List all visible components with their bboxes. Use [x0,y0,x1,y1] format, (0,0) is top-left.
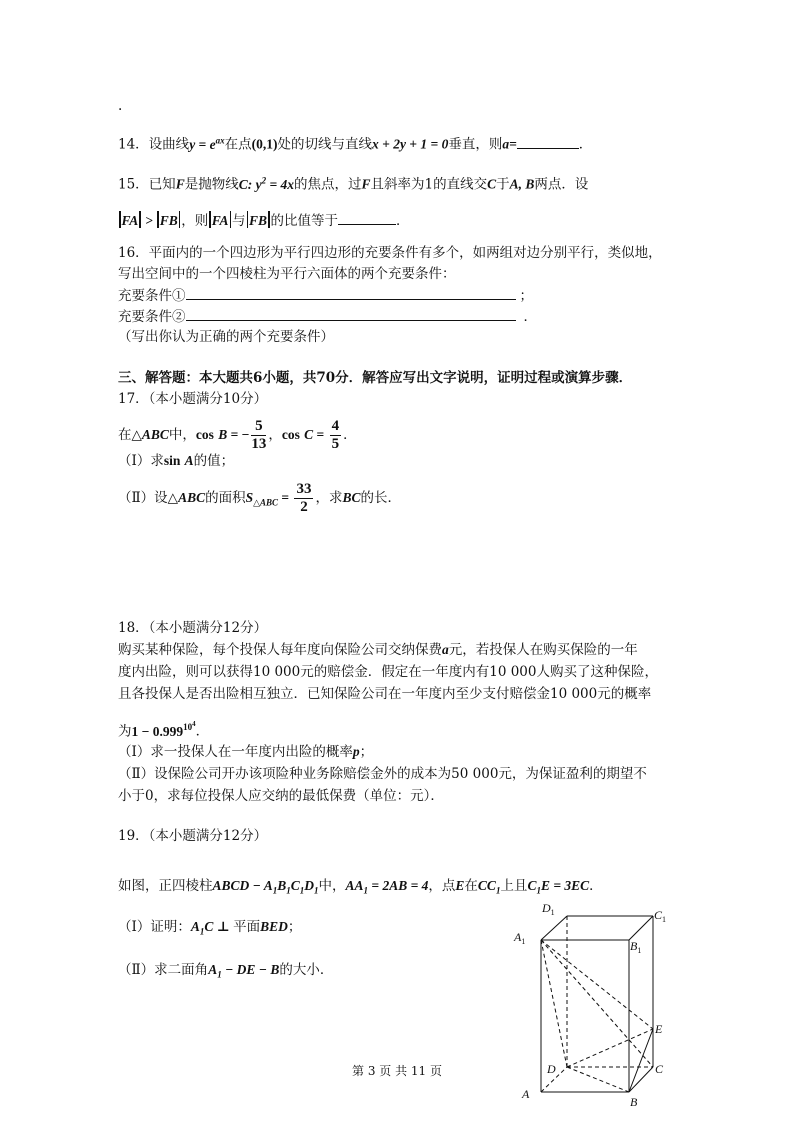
q18-math: $1 - 0.999^{10^4}$ [131,720,196,739]
q15-math: FA [208,213,232,228]
q17-math: cos [281,427,300,442]
q15-math: FA > FB [118,213,181,228]
hidden-edge [541,940,653,1029]
q18-text: （Ⅰ）求一投保人在一年度内出险的概率 [118,744,353,760]
q14-text: 在点 [224,136,252,153]
q19-math: $C_1E = 3EC$ [527,878,590,896]
q17-math: $S_{\triangle ABC}$ [245,490,279,508]
q19-text: 如图，正四棱柱 [118,878,213,894]
q15-number: 15． [118,176,149,193]
question-17-header: 17．（本小题满分10分） [118,391,268,407]
numerator: 33 [296,481,312,497]
q17-text: 的面积 [205,490,246,506]
q18-text: 购买某种保险，每个投保人每年度向保险公司交纳保费 [118,642,442,658]
q17-text: 的长． [360,490,401,506]
question-17-stem [118,418,357,453]
label-a1: $A_1$ [514,930,526,946]
q15-math: C [487,176,497,192]
q15-text: 的焦点，过 [294,176,362,193]
q17-math: cos [195,427,214,442]
edge [629,916,653,940]
label-e: E [655,1022,663,1036]
hidden-edge [541,940,567,1067]
q19-text: ； [287,919,302,935]
q15-text: 于 [496,176,510,193]
q19-text: 平面 [233,919,261,935]
q17-math: BC [342,490,361,505]
label-a: A [522,1087,530,1101]
fraction [251,418,266,453]
q17-text: ． [343,427,357,443]
question-16-cond1 [118,285,533,306]
answer-blank[interactable] [186,306,516,321]
q15-text: ． [396,213,410,229]
q19-math: BED [260,919,288,934]
q19-text: 中， [318,878,346,894]
question-18-part2: （Ⅱ）设保险公司开办该项险种业务除赔偿金外的成本为50 000元，为保证盈利的期望不 [118,766,647,782]
q14-text: ． [578,136,593,153]
question-16-note: （写出你认为正确的两个充要条件） [118,329,334,345]
question-17-part2 [118,481,401,516]
q19-math: $A_1$ − DE − B [208,962,280,980]
q19-math: $CC_1$ [477,878,501,896]
q15-text: 是抛物线 [184,176,239,193]
cond2-end: ． [523,309,537,325]
q18-text: ； [359,744,374,760]
edge [541,916,567,940]
question-15-line2 [118,210,410,231]
question-18-line1 [118,640,638,660]
q14-text: 处的切线与直线 [277,136,372,153]
q14-text: 垂直，则 [448,136,503,153]
cond2-label: 充要条件② [118,309,186,325]
q14-text: 设曲线 [148,136,190,153]
denominator: 5 [331,436,340,452]
q15-math: F [361,176,371,192]
question-18-line3: 且各投保人是否出险相互独立．已知保险公司在一年度内至少支付赔偿金10 000元的概率 [118,686,652,702]
answer-blank[interactable] [186,285,516,300]
q19-math: ABCD − $A_1B_1C_1D_1$ [212,878,319,896]
q19-math: E [455,878,465,893]
q17-math: ABC [141,427,169,442]
q19-text: （Ⅰ）证明： [118,919,191,935]
q17-math: C [304,427,314,442]
label-d1: $D_1$ [542,901,555,917]
question-15 [118,170,588,195]
question-18-line2: 度内出险，则可以获得10 000元的赔偿金．假定在一年度内有10 000人购买了这种保险， [118,664,658,680]
denominator: 2 [300,499,308,515]
q15-math: F [175,176,185,192]
q19-text: ． [589,878,603,894]
q15-text: 且斜率为1的直线交 [370,176,488,193]
question-19-header: 19．（本小题满分12分） [118,828,268,844]
q19-text: 上且 [500,878,528,894]
answer-blank[interactable] [517,134,579,149]
q18-text: 为 [118,723,132,740]
q15-text: 已知 [148,176,176,193]
q17-text: （Ⅰ）求 [118,453,164,469]
q14-math: $y = e^{ax}$ [189,135,225,152]
numerator: 5 [251,418,266,436]
cond1-label: 充要条件① [118,288,186,304]
q17-math: sin [163,453,181,468]
question-18-part1 [118,742,373,762]
q17-text: ，求 [315,490,343,506]
q19-text: （Ⅱ）求二面角 [118,962,209,978]
q17-text: 在△ [118,427,142,443]
fraction [294,481,313,516]
q15-text: 两点．设 [534,176,589,193]
page-footer: 第 3 页 共 11 页 [352,1064,442,1078]
question-19-part1 [118,917,301,942]
q14-number: 14． [118,136,149,153]
q14-var: a= [502,136,517,152]
label-d: D [547,1062,556,1076]
q17-text: 的值； [193,453,235,469]
label-c: C [655,1062,664,1076]
q17-text: ， [268,427,282,443]
q17-math: = [313,427,328,442]
q17-math: = − [227,427,250,442]
q18-math: a [442,642,449,657]
question-19-part2 [118,960,333,985]
section-heading: 三、解答题：本大题共6小题，共70分．解答应写出文字说明，证明过程或演算步骤． [118,370,633,386]
label-c1: $C_1$ [654,908,667,924]
question-18-header: 18．（本小题满分12分） [118,620,268,636]
dot-line: . [118,98,123,114]
q17-text: （Ⅱ）设△ [118,490,179,506]
numerator: 4 [331,418,340,434]
answer-blank[interactable] [338,210,396,225]
q18-text: ． [195,723,210,740]
q15-text: 与 [232,213,246,229]
q17-math: ABC [178,490,206,505]
cond1-end: ； [519,288,533,304]
hidden-edge [541,940,653,1067]
q18-math: p [352,744,360,759]
q17-text: 中， [168,427,196,443]
question-16-cond2 [118,306,537,327]
q15-math: C: $y^2 = 4x$ [238,175,295,192]
q14-math: x + 2y + 1 = 0 [372,136,449,152]
question-16-line2: 写出空间中的一个四棱柱为平行六面体的两个充要条件： [118,266,456,282]
q15-math: A, B [509,176,535,192]
q19-math: $AA_1 = 2AB = 4$ [345,878,429,896]
q19-text: 的大小． [279,962,334,978]
q15-math: FB [246,213,271,228]
q15-text: 的比值等于 [270,213,339,229]
fraction [330,418,342,453]
question-16-line1: 16．平面内的一个四边形为平行四边形的充要条件有多个，如两组对边分别平行，类似地， [118,245,662,261]
label-b: B [630,1095,638,1109]
question-14 [118,130,592,155]
q19-math: $A_1C$ ⊥ [190,919,234,937]
q19-text: ，点 [428,878,456,894]
q15-text: ，则 [181,213,209,229]
q14-math: (0,1) [251,136,278,152]
q17-math: B [218,427,228,442]
q17-math: A [184,453,194,468]
q19-text: 在 [464,878,478,894]
denominator: 13 [251,436,267,452]
q18-text: 元，若投保人在购买保险的一年 [448,642,638,658]
q17-math: = [278,490,293,505]
label-b1: $B_1$ [630,939,642,955]
question-17-part1 [118,451,234,471]
question-18-part2b: 小于0，求每位投保人应交纳的最低保费（单位：元）． [118,788,444,804]
question-18-line4 [118,714,209,742]
